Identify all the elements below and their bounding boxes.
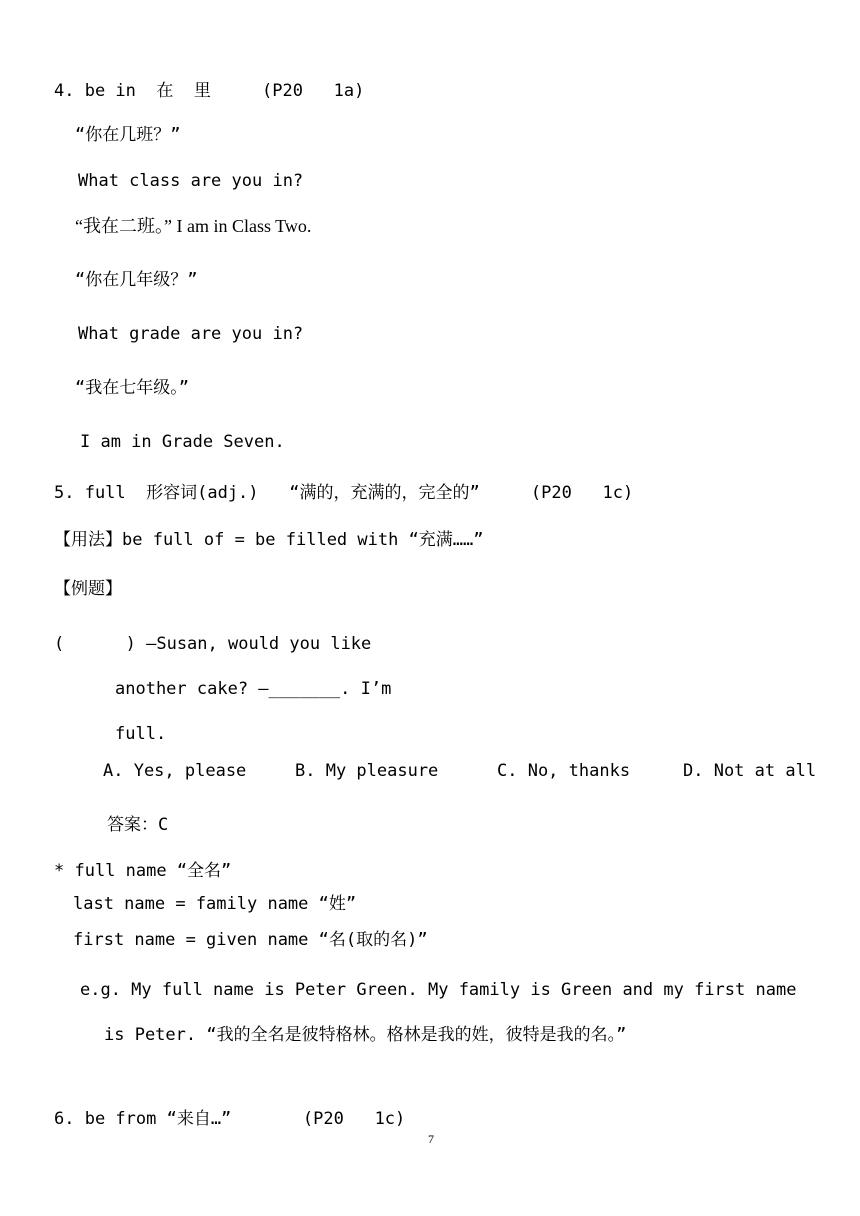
example-question-class-cn: “你在几班？” xyxy=(75,125,181,145)
item-6-heading: 6. be from “来自…” (P20 1c) xyxy=(54,1109,406,1129)
usage-line: 【用法】be full of = be filled with “充满……” xyxy=(54,530,484,550)
exercise-question-line-3: full. xyxy=(115,724,167,744)
example-sentence-line-2: is Peter. “我的全名是彼特格林。格林是我的姓，彼特是我的名。” xyxy=(104,1025,627,1045)
example-answer-class: “我在二班。” I am in Class Two. xyxy=(75,216,312,236)
example-answer-grade-en: I am in Grade Seven. xyxy=(80,432,285,452)
example-label: 【例题】 xyxy=(54,579,122,599)
example-question-grade-cn: “你在几年级？” xyxy=(75,270,198,290)
option-d: D. Not at all xyxy=(683,761,817,781)
option-c: C. No, thanks xyxy=(497,761,631,781)
exercise-question-line-1: ( ) —Susan, would you like xyxy=(54,634,372,654)
exercise-question-line-2: another cake? —_______. I’m xyxy=(115,679,392,699)
option-a: A. Yes, please xyxy=(103,761,247,781)
example-answer-grade-cn: “我在七年级。” xyxy=(75,378,189,398)
option-b: B. My pleasure xyxy=(295,761,439,781)
page-number: 7 xyxy=(428,1132,434,1146)
example-sentence-line-1: e.g. My full name is Peter Green. My family is Green and my first name xyxy=(80,980,797,1000)
example-question-grade-en: What grade are you in? xyxy=(78,324,304,344)
item-5-heading: 5. full 形容词(adj.) “满的，充满的，完全的” (P20 1c) xyxy=(54,483,634,503)
answer-line: 答案：C xyxy=(107,815,169,835)
last-name-note: last name = family name “姓” xyxy=(73,894,357,914)
item-4-heading: 4. be in 在 里 (P20 1a) xyxy=(54,81,365,101)
full-name-note: * full name “全名” xyxy=(54,861,232,881)
first-name-note: first name = given name “名(取的名)” xyxy=(73,930,428,950)
example-question-class-en: What class are you in? xyxy=(78,171,304,191)
